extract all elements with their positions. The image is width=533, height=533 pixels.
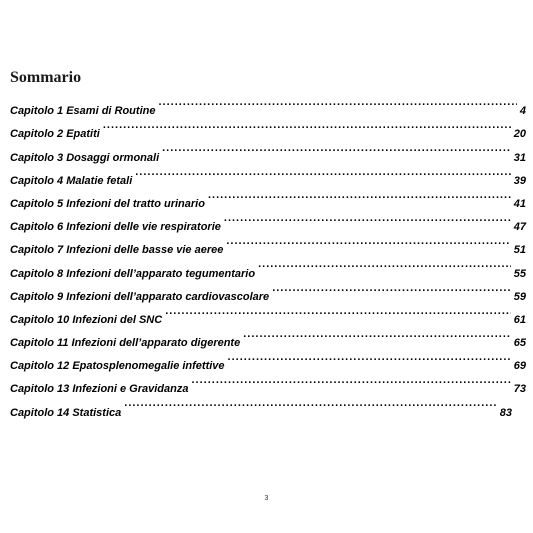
- toc-entry-page: 73: [513, 383, 526, 396]
- toc-entry-page: 39: [513, 174, 526, 187]
- toc-entry-page: 69: [513, 360, 526, 373]
- toc-entry-page: 51: [513, 244, 526, 257]
- toc-dot-leader: [272, 277, 511, 300]
- toc-dot-leader: [258, 253, 511, 276]
- toc-entry-label: Capitolo 13 Infezioni e Gravidanza: [10, 383, 189, 396]
- toc-entry-label: Capitolo 9 Infezioni dell’apparato cardiovascolare: [10, 290, 270, 303]
- toc-entry-label: Capitolo 6 Infezioni delle vie respiratorie: [10, 221, 221, 234]
- toc-dot-leader: [158, 91, 516, 114]
- toc-entry-label: Capitolo 2 Epatiti: [10, 128, 100, 141]
- toc-entry-page: 31: [513, 151, 526, 164]
- toc-entry-label: Capitolo 11 Infezioni dell’apparato digerente: [10, 337, 241, 350]
- toc-entry-page: 55: [513, 267, 526, 280]
- toc-dot-leader: [224, 207, 511, 230]
- toc-entry-page: 83: [499, 406, 512, 419]
- toc-entry-chapter-1[interactable]: [10, 91, 526, 118]
- toc-title: Sommario: [10, 69, 82, 86]
- toc-dot-leader: [208, 184, 511, 207]
- toc-entry-label: Capitolo 5 Infezioni del tratto urinario: [10, 197, 205, 210]
- toc-dot-leader: [124, 392, 496, 415]
- toc-entry-label: Capitolo 12 Epatosplenomegalie infettive: [10, 360, 225, 373]
- toc-dot-leader: [103, 114, 511, 137]
- toc-entry-label: Capitolo 14 Statistica: [10, 406, 122, 419]
- toc-entry-page: 47: [513, 221, 526, 234]
- toc-entry-page: 61: [513, 313, 526, 326]
- toc-dot-leader: [191, 369, 510, 392]
- toc-entry-label: Capitolo 7 Infezioni delle basse vie aeree: [10, 244, 224, 257]
- toc-entry-page: 41: [513, 197, 526, 210]
- toc-entry-page: 4: [519, 105, 526, 118]
- toc-entry-label: Capitolo 4 Malatie fetali: [10, 174, 133, 187]
- toc-entry-page: 20: [513, 128, 526, 141]
- toc-entry-label: Capitolo 1 Esami di Routine: [10, 105, 156, 118]
- page-number: 3: [264, 495, 269, 502]
- toc-list: [10, 91, 526, 419]
- toc-entry-label: Capitolo 3 Dosaggi ormonali: [10, 151, 160, 164]
- toc-dot-leader: [243, 323, 511, 346]
- toc-dot-leader: [165, 300, 511, 323]
- toc-entry-label: Capitolo 10 Infezioni del SNC: [10, 313, 163, 326]
- toc-entry-page: 65: [513, 337, 526, 350]
- toc-entry-page: 59: [513, 290, 526, 303]
- toc-dot-leader: [226, 230, 510, 253]
- toc-dot-leader: [162, 137, 511, 160]
- toc-entry-label: Capitolo 8 Infezioni dell’apparato tegumentario: [10, 267, 256, 280]
- toc-dot-leader: [135, 161, 511, 184]
- toc-dot-leader: [228, 346, 511, 369]
